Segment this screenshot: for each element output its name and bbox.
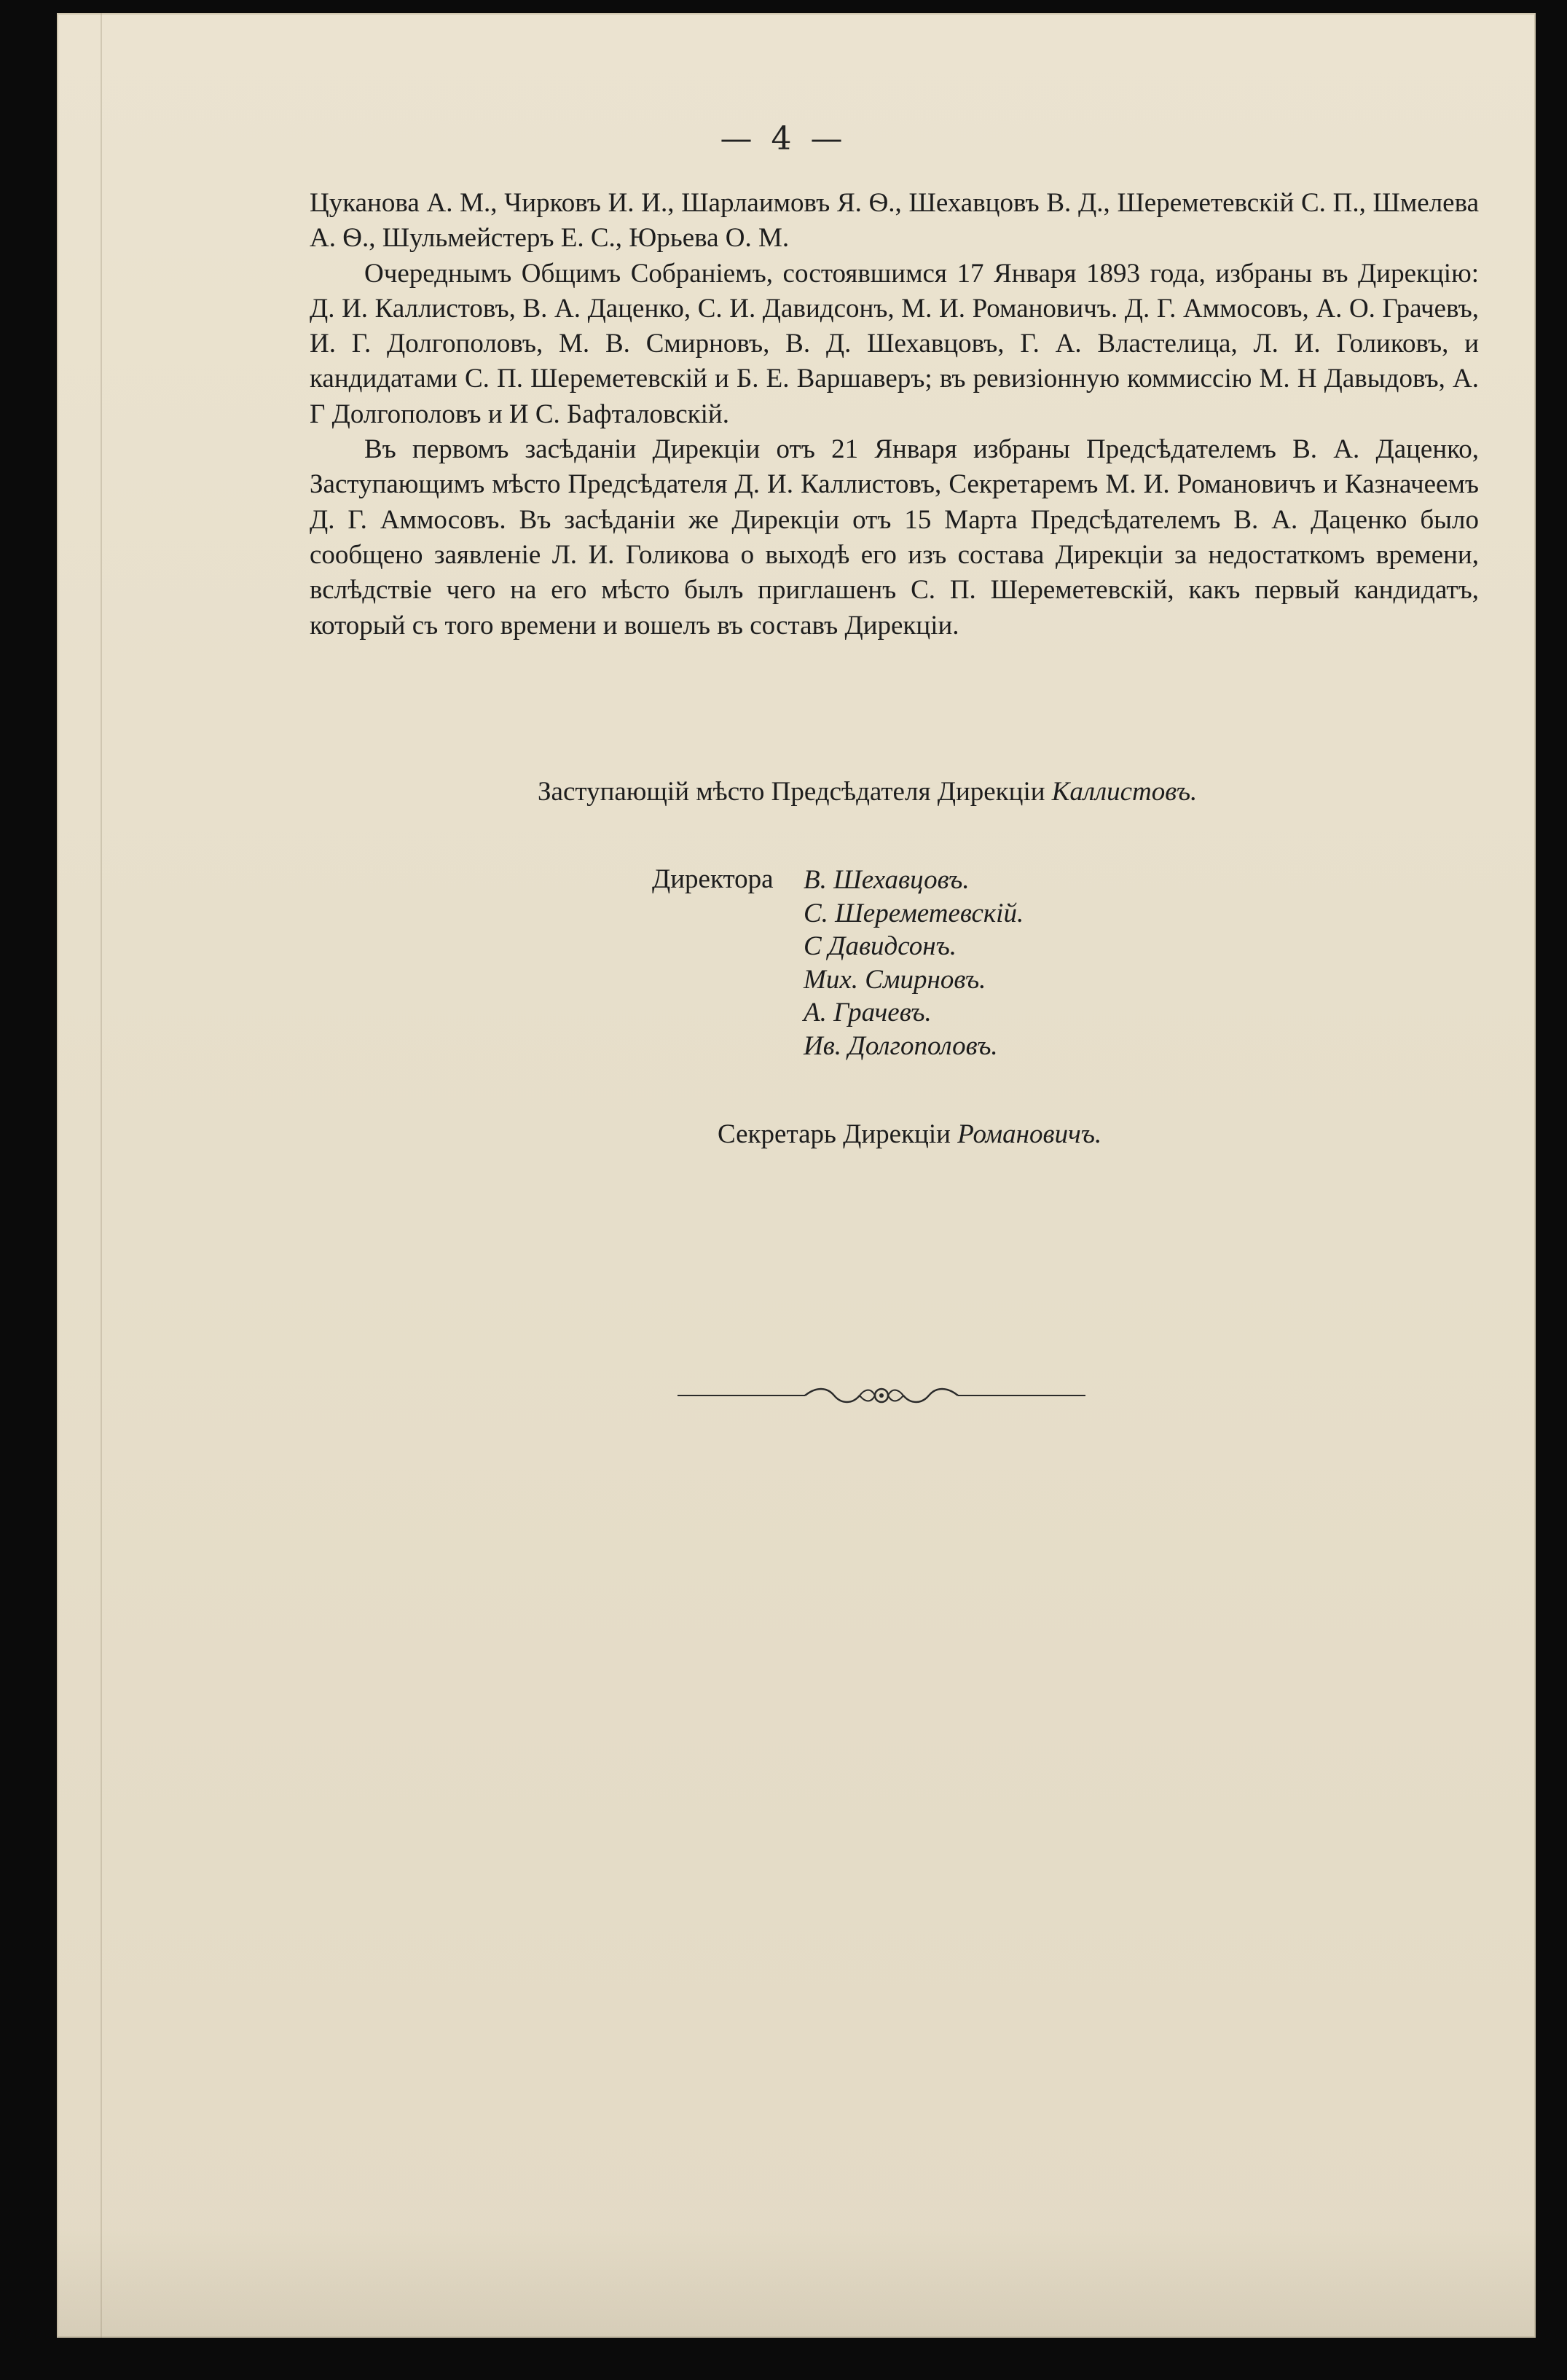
decorative-divider-ornament: [678, 1381, 1085, 1410]
body-text: [310, 186, 1479, 643]
paragraph-general-meeting: Очереднымъ Общимъ Собранiемъ, состоявшимся 17 Января 1893 года, избраны въ Дирекцiю: Д. И. Каллистовъ, В. А. Даценко, С. И. Давидсонъ, М. И. Романовичъ. Д. Г. Аммосовъ, А. О. Грачевъ, И. Г. Долгополовъ, М. В. Смирновъ, В. Д. Шехавцовъ, Г. А. Властелица, Л. И. Голиковъ, и кандидатами С. П. Шереметевскiй и Б. Е. Варшаверъ; въ ревизiонную коммиссiю М. Н Давыдовъ, А. Г Долгополовъ и И С. Бафталовскiй.: [310, 258, 1479, 429]
page-number: — 4 —: [720, 120, 847, 157]
director-name: С Давидсонъ.: [804, 931, 957, 961]
secretary-signature: [718, 1119, 1101, 1150]
director-name: В. Шехавцовъ.: [804, 865, 970, 895]
director-name: А. Грачевъ.: [804, 998, 932, 1027]
director-names-list: [804, 864, 1024, 1062]
vice-chair-label: Заступающiй мѣсто Предсѣдателя Дирекцiи: [538, 777, 1045, 807]
director-name: С. Шереметевскiй.: [804, 898, 1024, 928]
director-name: Мих. Смирновъ.: [804, 964, 986, 995]
secretary-label: Секретарь Дирекцiи: [718, 1119, 951, 1149]
secretary-name: Романовичъ.: [957, 1119, 1102, 1149]
paragraph-first-session: Въ первомъ засѣданiи Дирекцiи отъ 21 Января избраны Предсѣдателемъ В. А. Даценко, Заступающимъ мѣсто Предсѣдателя Д. И. Каллистовъ, Секретаремъ М. И. Романовичъ и Казначеемъ Д. Г. Аммосовъ. Въ засѣданiи же Дирекцiи отъ 15 Марта Предсѣдателемъ В. А. Даценко было сообщено заявленiе Л. И. Голикова о выходѣ его изъ состава Дирекцiи за недостаткомъ времени, вслѣдствiе чего на его мѣсто былъ приглашенъ С. П. Шереметевскiй, какъ первый кандидатъ, который съ того времени и вошелъ въ составъ Дирекцiи.: [310, 434, 1479, 641]
vice-chair-name: Каллистовъ.: [1051, 777, 1198, 807]
paragraph-members-list: Цуканова А. М., Чирковъ И. И., Шарлаимовъ Я. Ѳ., Шехавцовъ В. Д., Шереметевскiй С. П., Шмелева А. Ѳ., Шульмейстеръ Е. С., Юрьева О. М.: [310, 188, 1479, 254]
directors-label: Директора: [652, 864, 774, 894]
director-name: Ив. Долгополовъ.: [804, 1030, 998, 1061]
vice-chair-signature: [538, 776, 1197, 807]
